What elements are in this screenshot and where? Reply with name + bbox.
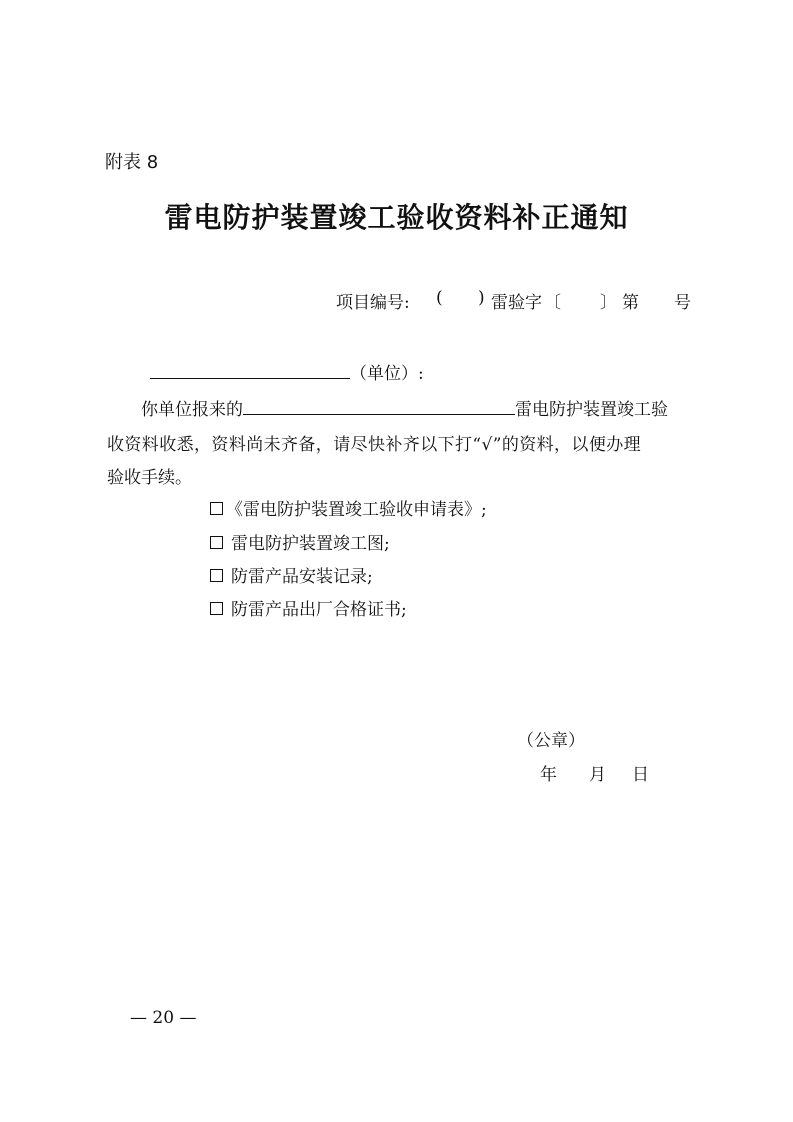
checkbox[interactable] (210, 536, 223, 549)
project-number-type: 雷验字 (491, 293, 542, 313)
project-number-lparen: ( (436, 288, 443, 308)
checklist-item-label: 防雷产品安装记录; (231, 567, 373, 587)
project-number-di: 第 (622, 293, 639, 313)
body-intro-after: 雷电防护装置竣工验 (515, 400, 668, 420)
checklist-item-label: 《雷电防护装置竣工验收申请表》; (226, 500, 487, 520)
unit-suffix: （单位）: (350, 364, 424, 384)
checklist-item (210, 529, 390, 554)
project-number-rparen: ) (478, 288, 485, 308)
checkbox[interactable] (210, 502, 223, 515)
appendix-label: 附表 8 (105, 152, 159, 173)
project-name-blank[interactable] (243, 396, 515, 415)
project-number-lbracket: 〔 (544, 293, 561, 313)
project-number-hao: 号 (674, 293, 691, 313)
body-line-3: 验收手续。 (107, 468, 192, 488)
project-number-label: 项目编号: (336, 293, 410, 313)
date-year: 年 (540, 765, 557, 785)
unit-line (150, 359, 424, 384)
body-line-2: 收资料收悉，资料尚未齐备，请尽快补齐以下打“√”的资料，以便办理 (107, 435, 642, 455)
body-intro-before: 你单位报来的 (141, 400, 243, 420)
checkbox[interactable] (210, 569, 223, 582)
unit-blank[interactable] (150, 360, 350, 379)
checklist-item (210, 595, 407, 620)
document-title: 雷电防护装置竣工验收资料补正通知 (164, 201, 629, 234)
checklist-item-label: 雷电防护装置竣工图; (231, 534, 390, 554)
checklist-item (210, 562, 373, 587)
checklist-item-label: 防雷产品出厂合格证书; (231, 600, 407, 620)
date-day: 日 (632, 765, 649, 785)
body-line-1 (141, 395, 668, 420)
date-month: 月 (589, 765, 606, 785)
page-number: — 20 — (130, 1008, 197, 1028)
seal-label: （公章） (517, 731, 585, 751)
checkbox[interactable] (210, 602, 223, 615)
project-number-rbracket: 〕 (600, 293, 617, 313)
checklist-item (210, 495, 487, 520)
